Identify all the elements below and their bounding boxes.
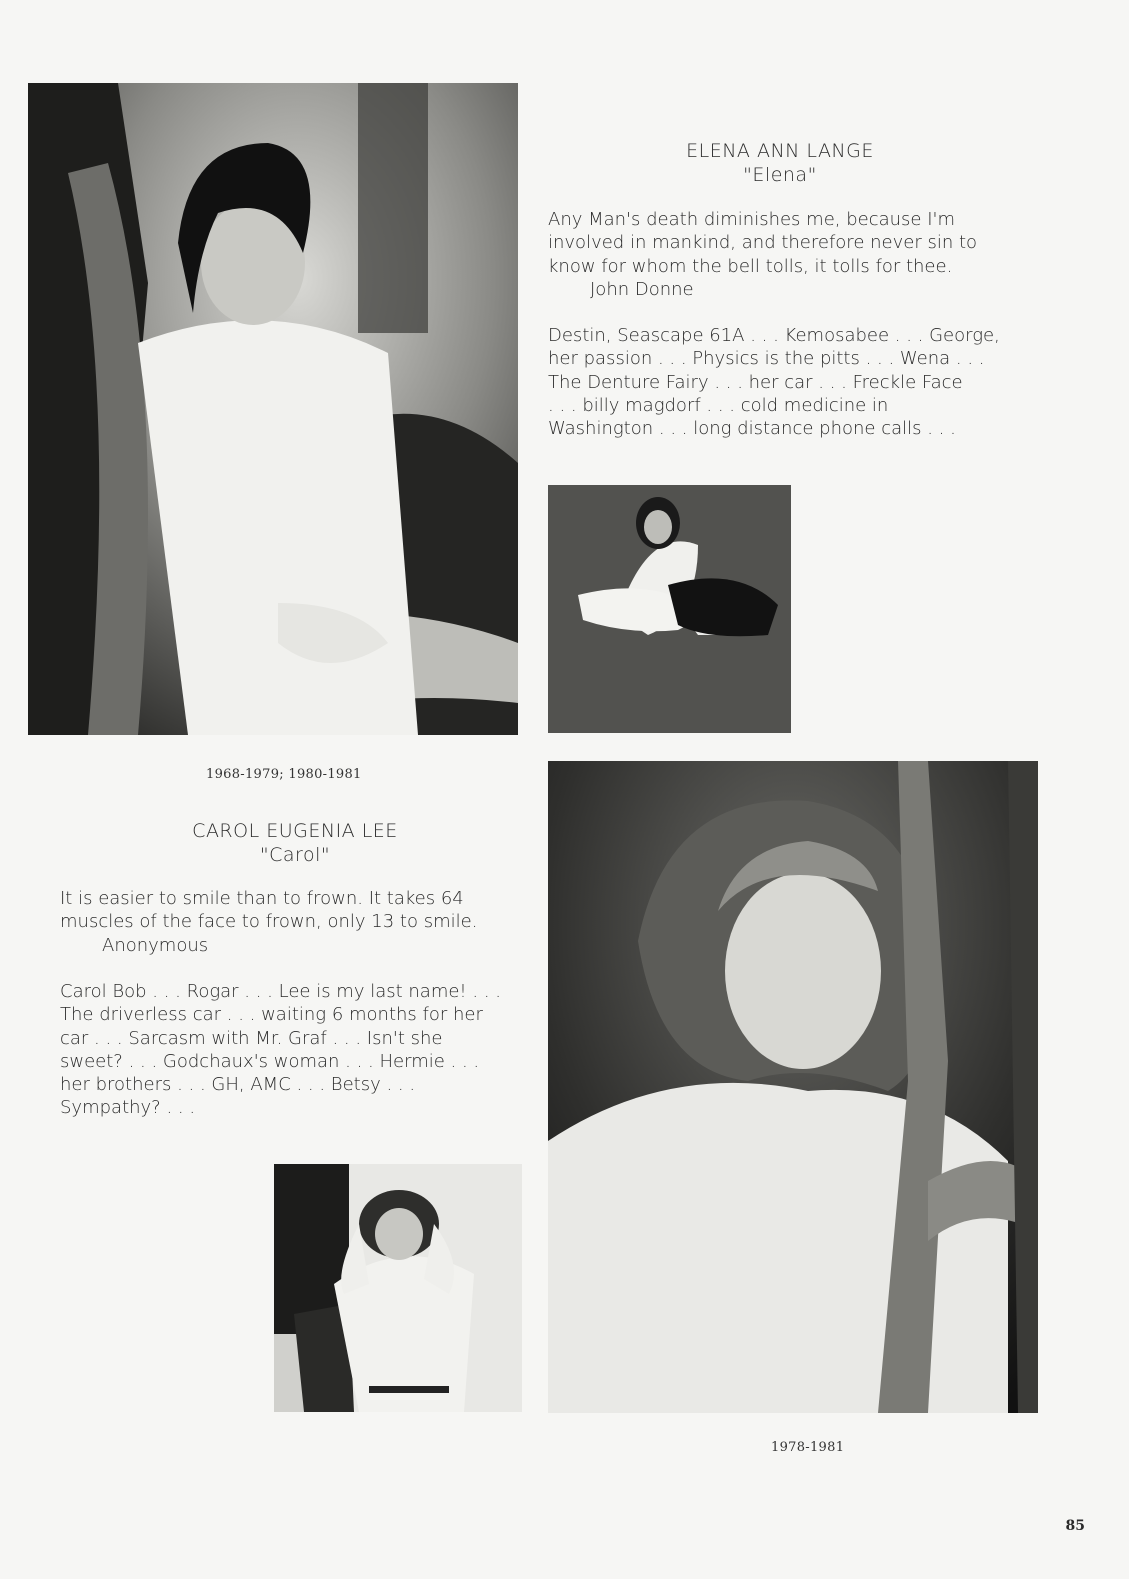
page-number: 85 — [1065, 1518, 1085, 1534]
carol-quote-author: Anonymous — [102, 934, 209, 956]
elena-quote-line: involved in mankind, and therefore never sin to — [548, 232, 978, 254]
carol-memories — [60, 980, 501, 1120]
elena-memories-line: . . . billy magdorf . . . cold medicine in — [548, 394, 889, 416]
carol-portrait-photo — [548, 761, 1038, 1413]
carol-memories-line: The driverless car . . . waiting 6 months for her — [60, 1004, 483, 1026]
carol-quote — [60, 887, 477, 957]
elena-quote-line: Any Man's death diminishes me, because I'm — [548, 209, 956, 230]
carol-memories-line: car . . . Sarcasm with Mr. Graf . . . Isn't she — [60, 1027, 443, 1049]
carol-quote-line: muscles of the face to frown, only 13 to smile. — [60, 911, 478, 933]
carol-quote-line: It is easier to smile than to frown. It takes 64 — [60, 888, 464, 909]
carol-memories-line: sweet? . . . Godchaux's woman . . . Hermie . . . — [60, 1050, 480, 1072]
elena-quote-author: John Donne — [590, 278, 694, 300]
carol-memories-line: Sympathy? . . . — [60, 1097, 196, 1119]
elena-nickname: "Elena" — [743, 164, 817, 186]
elena-name: ELENA ANN LANGE — [686, 140, 874, 162]
carol-memories-line: her brothers . . . GH, AMC . . . Betsy . . . — [60, 1074, 416, 1096]
carol-nickname: "Carol" — [259, 844, 331, 866]
carol-snapshot-photo — [274, 1164, 522, 1412]
elena-quote — [548, 208, 977, 301]
elena-quote-line: know for whom the bell tolls, it tolls for thee. — [548, 255, 953, 277]
elena-memories-line: Destin, Seascape 61A . . . Kemosabee . . . George, — [548, 325, 1000, 346]
carol-name-block — [160, 819, 430, 867]
elena-snapshot-photo — [548, 485, 791, 733]
elena-years: 1968-1979; 1980-1981 — [206, 767, 362, 782]
carol-memories-line: Carol Bob . . . Rogar . . . Lee is my last name! . . . — [60, 981, 501, 1002]
elena-memories — [548, 324, 1000, 440]
carol-years: 1978-1981 — [771, 1440, 845, 1455]
elena-memories-line: Washington . . . long distance phone calls . . . — [548, 418, 956, 440]
elena-memories-line: The Denture Fairy . . . her car . . . Freckle Face — [548, 371, 963, 393]
elena-memories-line: her passion . . . Physics is the pitts . . . Wena . . . — [548, 348, 985, 370]
carol-name: CAROL EUGENIA LEE — [192, 820, 398, 842]
elena-name-block — [640, 139, 920, 187]
elena-portrait-photo — [28, 83, 518, 735]
